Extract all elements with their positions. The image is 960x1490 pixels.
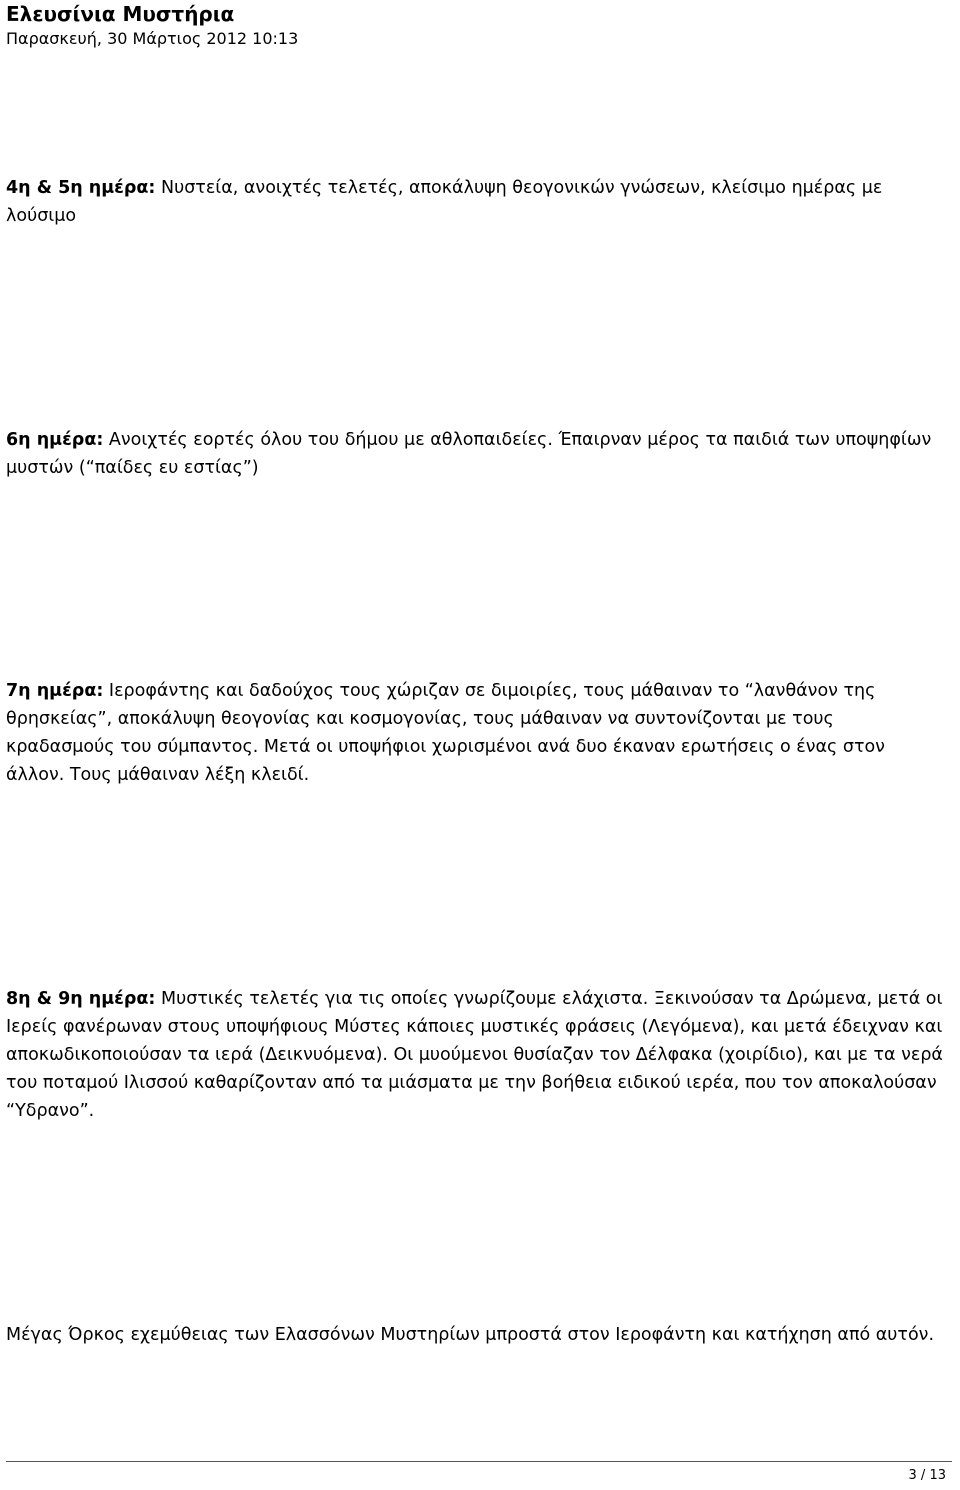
paragraph-text: Ανοιχτές εορτές όλου του δήμου με αθλοπαιδείες. Έπαιρναν μέρος τα παιδιά των υποψηφίων μυστών (“παίδες ευ εστίας”) (6, 430, 932, 478)
article-date: Παρασκευή, 30 Μάρτιος 2012 10:13 (6, 29, 299, 48)
paragraph-text: Νυστεία, ανοιχτές τελετές, αποκάλυψη θεογονικών γνώσεων, κλείσιμο ημέρας με λούσιμο (6, 178, 883, 226)
paragraph-lead: 6η ημέρα: (6, 430, 104, 450)
paragraph-day-6 (6, 426, 946, 482)
paragraph-day-7 (6, 677, 946, 789)
footer-divider (6, 1461, 952, 1462)
paragraph-text: Ιεροφάντης και δαδούχος τους χώριζαν σε διμοιρίες, τους μάθαιναν το “λανθάνον της θρησκείας”, αποκάλυψη θεογονίας και κοσμογονίας, τους μάθαιναν να συντονίζονται με τους κραδασμούς του σύμπαντος. Μετά οι υποψήφιοι χωρισμένοι ανά δυο έκαναν ερωτήσεις ο ένας στον άλλον. Τους μάθαιναν λέξη κλειδί. (6, 681, 885, 785)
paragraph-text: Μυστικές τελετές για τις οποίες γνωρίζουμε ελάχιστα. Ξεκινούσαν τα Δρώμενα, μετά οι Ιερείς φανέρωναν στους υποψήφιους Μύστες κάποιες μυστικές φράσεις (Λεγόμενα), και μετά έδειχναν και αποκωδικοποιούσαν τα ιερά (Δεικνυόμενα). Οι μυούμενοι θυσίαζαν τον Δέλφακα (χοιρίδιο), και με τα νερά του ποταμού Ιλισσού καθαρίζονταν από τα μιάσματα με την βοήθεια ειδικού ιερέα, που τον αποκαλούσαν “Υδρανο”. (6, 989, 943, 1121)
paragraph-lead: 4η & 5η ημέρα: (6, 178, 156, 198)
paragraph-lead: 7η ημέρα: (6, 681, 104, 701)
article-title: Ελευσίνια Μυστήρια (6, 2, 235, 26)
page-header (6, 0, 946, 50)
page-number: 3 / 13 (908, 1468, 946, 1483)
paragraph-oath (6, 1321, 946, 1349)
paragraph-day-4-5 (6, 174, 946, 230)
paragraph-text: Μέγας Όρκος εχεμύθειας των Ελασσόνων Μυστηρίων μπροστά στον Ιεροφάντη και κατήχηση από αυτόν. (6, 1325, 935, 1345)
paragraph-lead: 8η & 9η ημέρα: (6, 989, 156, 1009)
paragraph-day-8-9 (6, 985, 946, 1125)
